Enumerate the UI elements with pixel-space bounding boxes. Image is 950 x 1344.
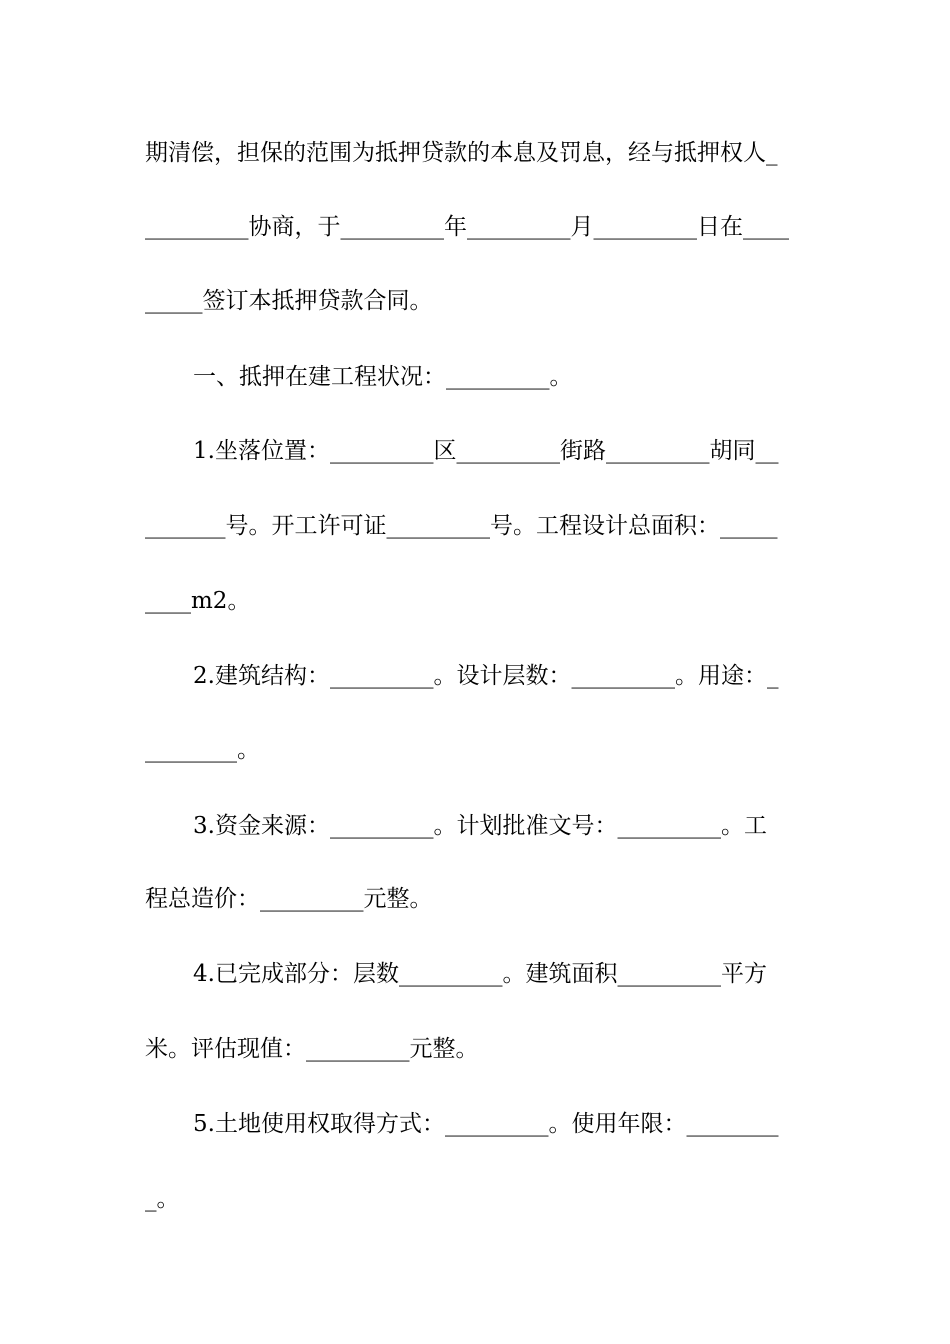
text-line-3: _____签订本抵押贷款合同。 <box>145 288 433 314</box>
item-2-line-2: ________。 <box>145 737 260 763</box>
item-3-line-1: 3.资金来源：_________。计划批准文号：_________。工 <box>193 813 767 839</box>
item-4-line-1: 4.已完成部分：层数_________。建筑面积_________平方 <box>193 961 767 987</box>
item-5-line-2: _。 <box>145 1186 180 1212</box>
item-1-line-3: ____m2。 <box>145 588 251 614</box>
item-3-line-2: 程总造价：_________元整。 <box>145 886 433 912</box>
section-heading-1: 一、抵押在建工程状况：_________。 <box>193 364 573 390</box>
text-line-1: 期清偿，担保的范围为抵押贷款的本息及罚息，经与抵押权人_ <box>145 140 778 166</box>
item-1-line-1: 1.坐落位置：_________区_________街路_________胡同__ <box>193 438 779 464</box>
item-4-line-2: 米。评估现值：_________元整。 <box>145 1036 479 1062</box>
item-2-line-1: 2.建筑结构：_________。设计层数：_________。用途：_ <box>193 663 779 689</box>
item-1-line-2: _______号。开工许可证_________号。工程设计总面积：_____ <box>145 513 778 539</box>
text-line-2: _________协商，于_________年_________月_________日在____ <box>145 214 789 240</box>
item-5-line-1: 5.土地使用权取得方式：_________。使用年限：________ <box>193 1111 779 1137</box>
